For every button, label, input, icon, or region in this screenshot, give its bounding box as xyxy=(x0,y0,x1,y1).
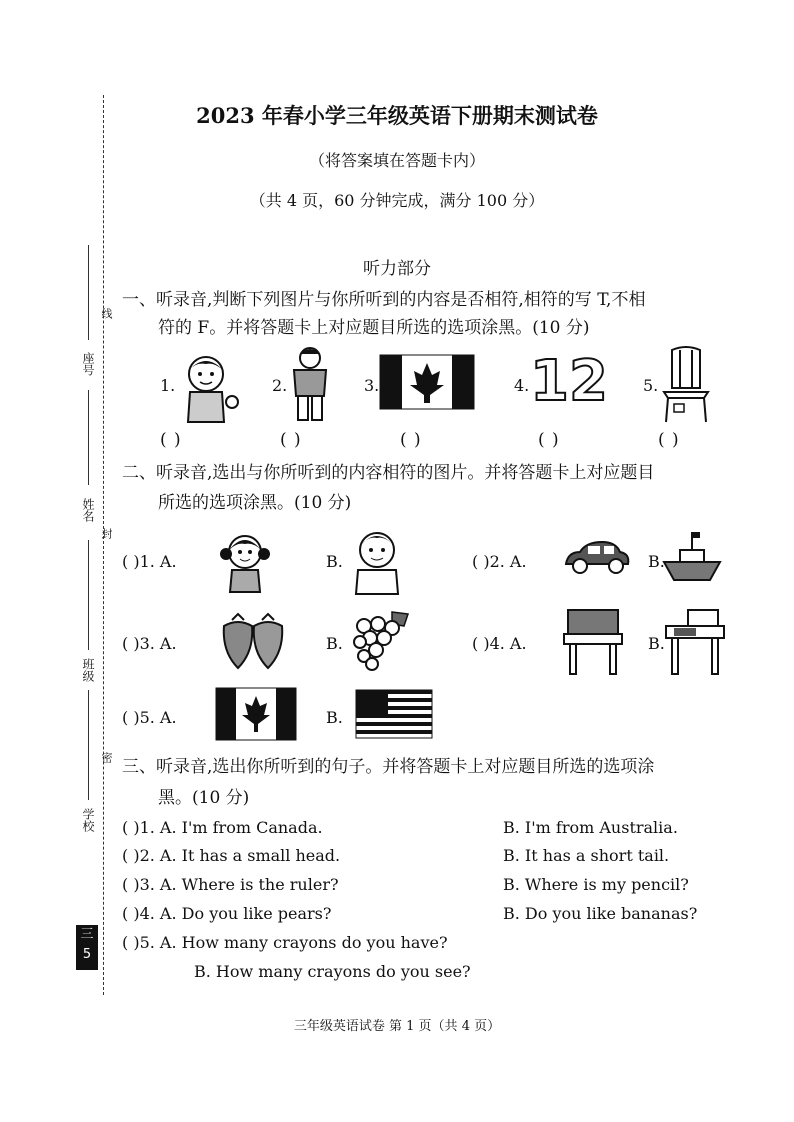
school-label: 学校 xyxy=(81,808,95,832)
canada-flag-a-icon xyxy=(216,688,296,740)
desk-a-icon xyxy=(562,608,624,676)
s2-q2[interactable]: ( )2. A. xyxy=(472,552,527,571)
section3-line2: 黑。(10 分) xyxy=(158,788,250,808)
badge-bottom: 5 xyxy=(82,947,92,962)
name-underline xyxy=(88,390,89,485)
s1-item1-num: 1. xyxy=(160,376,176,395)
exam-info: （共 4 页，60 分钟完成，满分 100 分） xyxy=(249,191,545,210)
page-footer: 三年级英语试卷 第 1 页（共 4 页） xyxy=(293,1019,501,1034)
seal-word: 封 xyxy=(100,528,113,539)
canada-flag-icon xyxy=(380,355,474,409)
chair-icon xyxy=(658,346,714,426)
s1-blank-4[interactable]: ( ) xyxy=(538,430,560,450)
s1-blank-3[interactable]: ( ) xyxy=(400,430,422,450)
binding-dashed-line xyxy=(103,95,104,995)
s3-q5-b[interactable]: B. How many crayons do you see? xyxy=(194,962,471,981)
class-underline xyxy=(88,540,89,650)
s1-blank-5[interactable]: ( ) xyxy=(658,430,680,450)
s2-q4-b[interactable]: B. xyxy=(648,634,665,653)
s3-q1-a[interactable]: ( )1. A. I'm from Canada. xyxy=(122,818,323,837)
class-label: 班级 xyxy=(81,658,95,682)
badge-top: 三 xyxy=(80,927,94,942)
exam-title: 2023 年春小学三年级英语下册期末测试卷 xyxy=(196,103,598,128)
desk-b-icon xyxy=(664,608,726,676)
school-underline xyxy=(88,690,89,800)
s3-q1-b[interactable]: B. I'm from Australia. xyxy=(503,818,678,837)
s1-item5-num: 5. xyxy=(643,376,659,395)
listening-heading: 听力部分 xyxy=(363,259,431,279)
s3-q3-a[interactable]: ( )3. A. Where is the ruler? xyxy=(122,875,339,894)
exam-note: （将答案填在答题卡内） xyxy=(308,151,485,170)
boat-icon xyxy=(662,532,722,584)
page-badge xyxy=(76,925,98,970)
section1-line2: 符的 F。并将答题卡上对应题目所选的选项涂黑。(10 分) xyxy=(158,318,590,338)
name-label: 姓名 xyxy=(81,498,95,522)
car-icon xyxy=(562,540,632,576)
s1-item2-num: 2. xyxy=(272,376,288,395)
section3-line1: 三、听录音,选出你所听到的句子。并将答题卡上对应题目所选的选项涂 xyxy=(122,757,655,777)
s3-q3-b[interactable]: B. Where is my pencil? xyxy=(503,875,689,894)
boy-icon xyxy=(350,526,404,596)
s1-blank-1[interactable]: ( ) xyxy=(160,430,182,450)
s1-blank-2[interactable]: ( ) xyxy=(280,430,302,450)
grapes-icon xyxy=(352,610,412,674)
s3-q2-a[interactable]: ( )2. A. It has a small head. xyxy=(122,846,341,865)
s3-q2-b[interactable]: B. It has a short tail. xyxy=(503,846,670,865)
seat-label: 座号 xyxy=(81,352,95,376)
s2-q5[interactable]: ( )5. A. xyxy=(122,708,177,727)
s3-q5-a[interactable]: ( )5. A. How many crayons do you have? xyxy=(122,933,448,952)
s1-item4-num: 4. xyxy=(514,376,530,395)
section2-line2: 所选的选项涂黑。(10 分) xyxy=(158,493,352,513)
number-twelve-icon: 12 xyxy=(530,349,608,414)
usa-flag-icon xyxy=(356,690,432,738)
s2-q3-b[interactable]: B. xyxy=(326,634,343,653)
s2-q3[interactable]: ( )3. A. xyxy=(122,634,177,653)
line-word: 线 xyxy=(100,308,113,319)
seal2-word: 密 xyxy=(100,752,113,763)
s2-q2-b[interactable]: B. xyxy=(648,552,665,571)
s1-item3-num: 3. xyxy=(364,376,380,395)
s3-q4-a[interactable]: ( )4. A. Do you like pears? xyxy=(122,904,332,923)
section2-line1: 二、听录音,选出与你所听到的内容相符的图片。并将答题卡上对应题目 xyxy=(122,463,655,483)
boy-thumbs-up-icon xyxy=(176,352,244,424)
s2-q4[interactable]: ( )4. A. xyxy=(472,634,527,653)
strawberries-icon xyxy=(218,612,288,670)
s2-q1[interactable]: ( )1. A. xyxy=(122,552,177,571)
man-icon xyxy=(290,346,330,424)
section1-line1: 一、听录音,判断下列图片与你所听到的内容是否相符,相符的写 T,不相 xyxy=(122,290,646,310)
girl-icon xyxy=(220,528,270,594)
s2-q1-b[interactable]: B. xyxy=(326,552,343,571)
s3-q4-b[interactable]: B. Do you like bananas? xyxy=(503,904,698,923)
s2-q5-b[interactable]: B. xyxy=(326,708,343,727)
